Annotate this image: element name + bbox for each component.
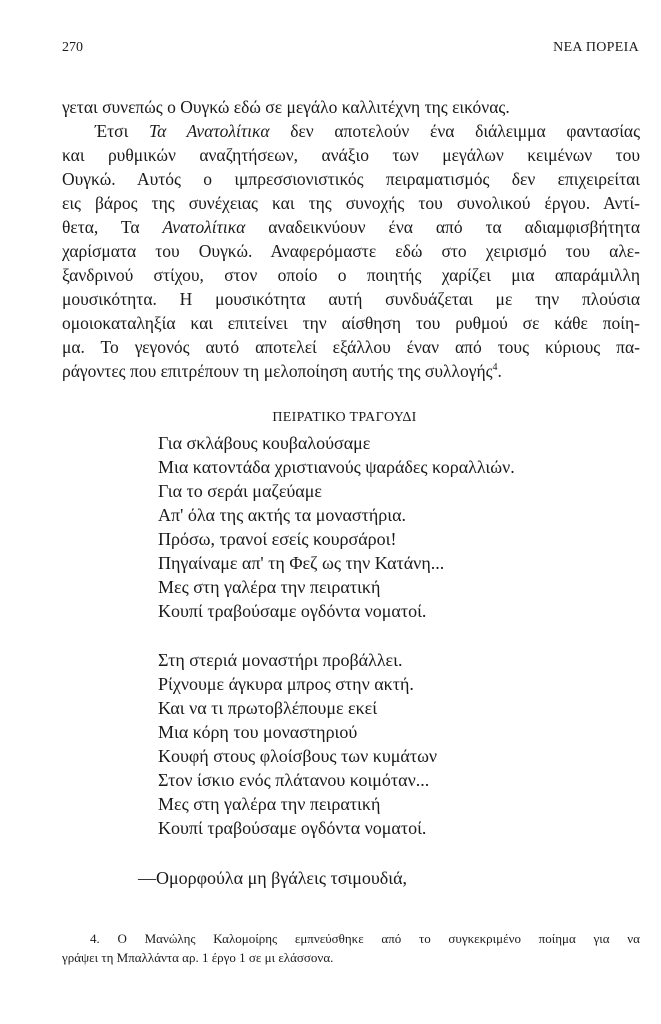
poem-stanza-1 bbox=[158, 431, 515, 623]
verse-line: Για το σεράι μαζεύαμε bbox=[158, 481, 322, 501]
paragraph-line bbox=[62, 215, 640, 239]
verse-line: Μες στη γαλέρα την πειρατική bbox=[158, 794, 381, 814]
italic-title: Ανατολίτικα bbox=[162, 217, 246, 237]
text-segment: χαρίσματα του Ουγκώ. Αναφερόμαστε εδώ στο χειρισμό του αλε- bbox=[62, 241, 640, 261]
paragraph-line bbox=[62, 143, 640, 167]
verse-line: Και να τι πρωτοβλέπουμε εκεί bbox=[158, 698, 378, 718]
poem-stanza-2 bbox=[158, 648, 437, 840]
text-segment: δεν αποτελούν ένα διάλειμμα φαντασίας bbox=[269, 121, 640, 141]
footnote bbox=[62, 929, 640, 967]
text-segment: Έτσι bbox=[95, 121, 149, 141]
poem-last-line: —Ομορφούλα μη βγάλεις τσιμουδιά, bbox=[138, 868, 408, 888]
paragraph-line bbox=[62, 167, 640, 191]
text-segment: μουσικότητα. Η μουσικότητα αυτή συνδυάζεται με την πλούσια bbox=[62, 289, 640, 309]
text-segment: θετα, Τα bbox=[62, 217, 163, 237]
italic-title: Τα Ανατολίτικα bbox=[149, 121, 270, 141]
verse-line: Κουπί τραβούσαμε ογδόντα νοματοί. bbox=[158, 601, 427, 621]
text-segment: γεται συνεπώς ο Ουγκώ εδώ σε μεγάλο καλλιτέχνη της εικόνας. bbox=[62, 97, 510, 117]
footnote-line: 4. Ο Μανώλης Καλομοίρης εμπνεύσθηκε από το συγκεκριμένο ποίημα για να bbox=[90, 931, 640, 946]
verse-line: Στη στεριά μοναστήρι προβάλλει. bbox=[158, 650, 403, 670]
text-segment: ομοιοκαταληξία και επιτείνει την αίσθηση του ρυθμού σε κάθε ποίη- bbox=[62, 313, 640, 333]
verse-line: Ρίχνουμε άγκυρα μπρος στην ακτή. bbox=[158, 674, 414, 694]
verse-line: Για σκλάβους κουβαλούσαμε bbox=[158, 433, 371, 453]
footnote-line: γράψει τη Μπαλλάντα αρ. 1 έργο 1 σε μι ελάσσονα. bbox=[62, 950, 334, 965]
text-segment: Ουγκώ. Αυτός ο ιμπρεσσιονιστικός πειραματισμός δεν επιχειρείται bbox=[62, 169, 640, 189]
text-segment: και ρυθμικών αναζητήσεων, ανάξιο των μεγάλων κειμένων του bbox=[62, 145, 640, 165]
text-segment: ξανδρινού στίχου, στον οποίο ο ποιητής χαρίζει μια απαράμιλλη bbox=[62, 265, 640, 285]
verse-line: Μες στη γαλέρα την πειρατική bbox=[158, 577, 381, 597]
verse-line: Κουφή στους φλοίσβους των κυμάτων bbox=[158, 746, 438, 766]
paragraph-line bbox=[62, 335, 640, 359]
page-number: 270 bbox=[62, 40, 83, 55]
paragraph-line bbox=[62, 239, 640, 263]
verse-line: Πηγαίναμε απ' τη Φεζ ως την Κατάνη... bbox=[158, 553, 445, 573]
footnote-ref: 4 bbox=[492, 362, 498, 374]
text-segment: αναδεικνύουν ένα από τα αδιαμφισβήτητα bbox=[245, 217, 640, 237]
paragraph-line bbox=[62, 287, 640, 311]
body-paragraph bbox=[62, 95, 640, 383]
paragraph-line bbox=[62, 119, 640, 143]
text-segment: ράγοντες που επιτρέπουν τη μελοποίηση αυτής της συλλογής bbox=[62, 361, 493, 381]
paragraph-line bbox=[62, 359, 640, 383]
text-segment: εις βάρος της συνέχειας και της συνοχής του συνολικού έργου. Αντί- bbox=[62, 193, 640, 213]
verse-line: Κουπί τραβούσαμε ογδόντα νοματοί. bbox=[158, 818, 427, 838]
paragraph-line bbox=[62, 263, 640, 287]
text-segment: . bbox=[497, 361, 502, 381]
paragraph-line bbox=[62, 191, 640, 215]
poem-title: ΠΕΙΡΑΤΙΚΟ ΤΡΑΓΟΥΔΙ bbox=[272, 410, 417, 425]
verse-line: Μια κατοντάδα χριστιανούς ψαράδες κοραλλιών. bbox=[158, 457, 515, 477]
running-head: ΝΕΑ ΠΟΡΕΙΑ bbox=[553, 40, 639, 55]
verse-line: Απ' όλα της ακτής τα μοναστήρια. bbox=[158, 505, 407, 525]
text-segment: μα. Το γεγονός αυτό αποτελεί εξάλλου έναν από τους κύριους πα- bbox=[62, 337, 640, 357]
paragraph-line bbox=[62, 95, 640, 119]
verse-line: Πρόσω, τρανοί εσείς κουρσάροι! bbox=[158, 529, 397, 549]
paragraph-line bbox=[62, 311, 640, 335]
verse-line: Στον ίσκιο ενός πλάτανου κοιμόταν... bbox=[158, 770, 430, 790]
verse-line: Μια κόρη του μοναστηριού bbox=[158, 722, 358, 742]
